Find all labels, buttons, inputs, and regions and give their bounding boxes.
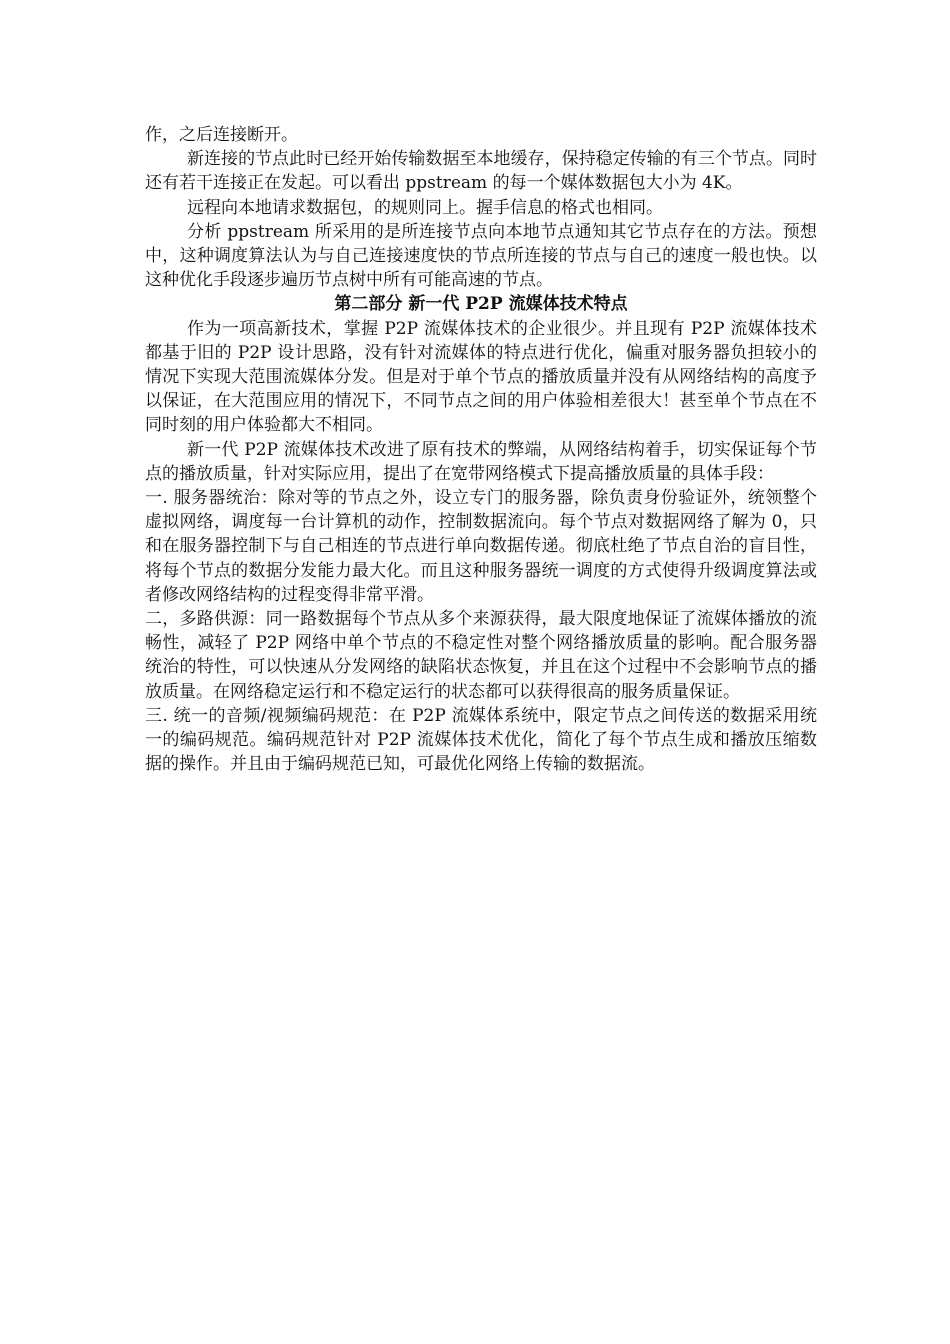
list-item-multi-source: 二，多路供源：同一路数据每个节点从多个来源获得，最大限度地保证了流媒体播放的流畅性，减轻了 P2P 网络中单个节点的不稳定性对整个网络播放质量的影响。配合服务器统治的特性，可以快速从分发网络的缺陷状态恢复，并且在这个过程中不会影响节点的播放质量。在网络稳定运行和不稳定运行的状态都可以获得很高的服务质量保证。	[145, 609, 817, 702]
document-page	[145, 123, 817, 776]
paragraph-new-generation: 新一代 P2P 流媒体技术改进了原有技术的弊端，从网络结构着手，切实保证每个节点的播放质量，针对实际应用，提出了在宽带网络模式下提高播放质量的具体手段：	[145, 439, 817, 484]
paragraph-continuation: 作，之后连接断开。	[145, 125, 298, 145]
list-item-codec-standard: 三. 统一的音频/视频编码规范：在 P2P 流媒体系统中，限定节点之间传送的数据采用统一的编码规范。编码规范针对 P2P 流媒体技术优化，简化了每个节点生成和播放压缩数据的操作。并且由于编码规范已知，可最优化网络上传输的数据流。	[145, 705, 817, 775]
section-heading: 第二部分 新一代 P2P 流媒体技术特点	[334, 294, 628, 315]
paragraph-new-connections: 新连接的节点此时已经开始传输数据至本地缓存，保持稳定传输的有三个节点。同时还有若干连接正在发起。可以看出 ppstream 的每一个媒体数据包大小为 4K。	[145, 149, 817, 194]
paragraph-intro: 作为一项高新技术，掌握 P2P 流媒体技术的企业很少。并且现有 P2P 流媒体技术都基于旧的 P2P 设计思路，没有针对流媒体的特点进行优化，偏重对服务器负担较小的情况下实现大范围流媒体分发。但是对于单个节点的播放质量并没有从网络结构的高度予以保证，在大范围应用的情况下，不同节点之间的用户体验相差很大！甚至单个节点在不同时刻的用户体验都大不相同。	[145, 318, 817, 436]
paragraph-remote-request: 远程向本地请求数据包，的规则同上。握手信息的格式也相同。	[187, 197, 663, 218]
paragraph-analysis: 分析 ppstream 所采用的是所连接节点向本地节点通知其它节点存在的方法。预想中，这种调度算法认为与自己连接速度快的节点所连接的节点与自己的速度一般也快。以这种优化手段逐步遍历节点树中所有可能高速的节点。	[145, 221, 817, 291]
list-item-server-control: 一. 服务器统治：除对等的节点之外，设立专门的服务器，除负责身份验证外，统领整个虚拟网络，调度每一台计算机的动作，控制数据流向。每个节点对数据网络了解为 0，只和在服务器控制下与自己相连的节点进行单向数据传递。彻底杜绝了节点自治的盲目性，将每个节点的数据分发能力最大化。而且这种服务器统一调度的方式使得升级调度算法或者修改网络结构的过程变得非常平滑。	[145, 488, 817, 605]
